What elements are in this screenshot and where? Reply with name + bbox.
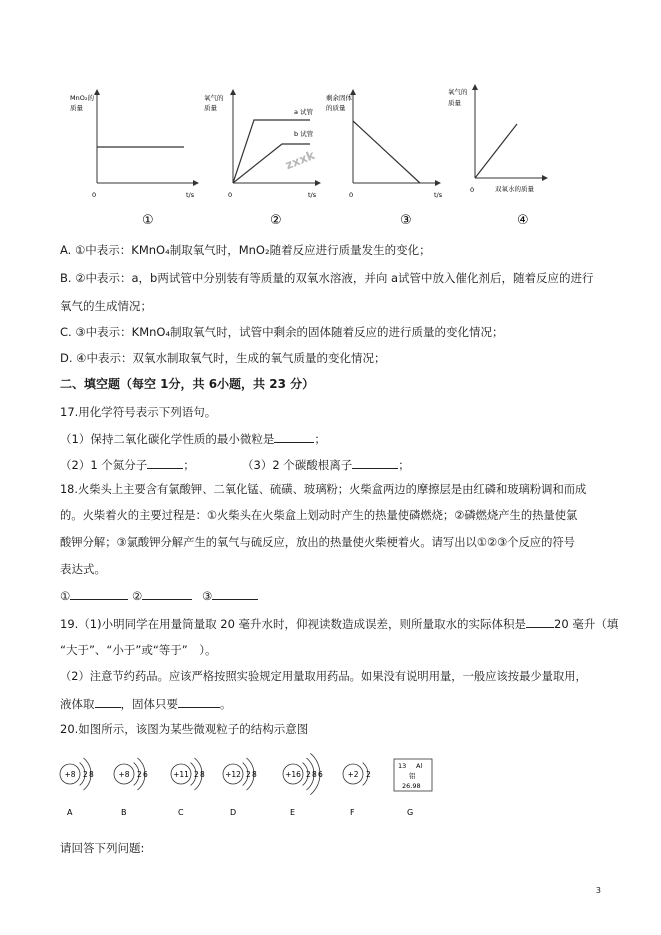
atom-label: F [350, 808, 355, 817]
q19-line3: （2）注意节约药品。应该严格按照实验规定用量取用药品。如果没有说明用量，一般应该按最少量取用， [60, 670, 587, 683]
g1-ylabel-1: MnO₂的 [70, 94, 94, 102]
element-card [394, 759, 432, 817]
q17-part2-text: （2）1 个氮分子 [60, 458, 148, 472]
option-a: A. ①中表示：KMnO₄制取氧气时，MnO₂随着反应进行质量发生的变化； [60, 243, 431, 257]
q17-semi2: ； [183, 458, 195, 472]
option-c: C. ③中表示：KMnO₄制取氧气时，试管中剩余的固体随着反应的进行质量的变化情况； [60, 325, 504, 339]
option-d: D. ④中表示：双氧水制取氧气时，生成的氧气质量的变化情况； [60, 351, 386, 365]
element-name: 铝 [409, 772, 416, 780]
q17-blank2[interactable] [147, 456, 183, 469]
question-prompt: 请回答下列问题: [60, 841, 145, 855]
atom-5 [283, 753, 323, 817]
q19-blank3[interactable] [178, 695, 220, 708]
g4-xlabel: 双氧水的质量 [495, 185, 534, 193]
q18-mark3: ③ [201, 589, 213, 603]
atom-label: C [178, 808, 184, 817]
g1-ylabel-2: 质量 [70, 104, 83, 112]
q17-blank3[interactable] [352, 456, 398, 469]
q19-blank1[interactable] [526, 615, 554, 628]
g2-ylabel-1: 氧气的 [204, 94, 224, 102]
atom-nucleus-charge: +8 [118, 770, 130, 779]
g3-number: ③ [400, 213, 412, 228]
electron-count: 8 [252, 770, 257, 779]
q19-l1a: 19.（1)小明同学在用量筒量取 [60, 617, 217, 631]
g4-ylabel-2: 质量 [448, 99, 461, 107]
atom-nucleus-charge: +2 [347, 770, 359, 779]
g3-origin: 0 [349, 191, 354, 199]
graph-3 [326, 92, 443, 228]
q20-stem: 20.如图所示，该图为某些微观粒子的结构示意图 [60, 722, 309, 736]
electron-count: 2 [366, 770, 371, 779]
atom-nucleus-charge: +16 [285, 770, 301, 779]
g1-origin: 0 [92, 191, 97, 199]
q19-line1 [60, 615, 618, 632]
atom-label: B [121, 808, 127, 817]
g2-xlabel: t/s [308, 191, 317, 199]
q18-line4: 表达式。 [60, 562, 106, 576]
g2-ylabel-2: 质量 [204, 104, 217, 112]
atom-nucleus-charge: +12 [225, 770, 241, 779]
atom-4 [223, 758, 257, 817]
electron-count: 2 [83, 770, 88, 779]
q19-line4 [60, 695, 232, 712]
atom-nucleus-charge: +11 [173, 770, 189, 779]
element-mass: 26.98 [402, 782, 421, 790]
g3-ylabel-1: 剩余固体 [326, 94, 352, 102]
q19-l4c: 。 [220, 697, 232, 711]
atom-diagrams [0, 752, 661, 832]
g4-ylabel-1: 氧气的 [448, 88, 468, 96]
electron-count: 8 [200, 770, 205, 779]
electron-count: 2 [306, 770, 311, 779]
q18-blank1[interactable] [70, 587, 128, 600]
g3-ylabel-2: 的质量 [326, 104, 346, 112]
page-number: 3 [595, 886, 601, 895]
atom-1 [60, 758, 94, 817]
q18-mark1: ① [60, 589, 71, 603]
q18-line2: 的。火柴着火的主要过程是：①火柴头在火柴盒上划动时产生的热量使磷燃烧；②磷燃烧产生的热量使氯 [60, 509, 578, 522]
g2-label-a: a 试管 [294, 108, 314, 116]
q18-blank3[interactable] [212, 587, 258, 600]
atom-label: A [67, 808, 73, 817]
g4-origin: 0 [470, 186, 475, 194]
q17-part1 [60, 430, 326, 447]
electron-count: 2 [194, 770, 199, 779]
element-card-label: G [407, 808, 414, 817]
q18-line3: 酸钾分解；③氯酸钾分解产生的氧气与硫反应，放出的热量使火柴梗着火。请写出以①②③个反应的符号 [60, 536, 575, 549]
g4-number: ④ [517, 213, 529, 228]
q17-semi3: ； [398, 458, 410, 472]
electron-count: 2 [137, 770, 142, 779]
g2-number: ② [270, 213, 282, 228]
g1-number: ① [142, 213, 154, 228]
element-number: 13 [398, 762, 407, 770]
g2-origin: 0 [228, 191, 233, 199]
g1-xlabel: t/s [186, 191, 195, 199]
atom-nucleus-charge: +8 [64, 770, 76, 779]
q18-blank2[interactable] [142, 587, 192, 600]
atom-6 [343, 763, 371, 817]
q19-l1d: 20 毫升（填 [554, 617, 619, 631]
q18-answers [60, 587, 258, 604]
q17-blank1[interactable] [274, 430, 314, 443]
graph-4 [448, 87, 545, 228]
q18-line1: 18.火柴头上主要含有氯酸钾、二氧化锰、硫磺、玻璃粉；火柴盒两边的摩擦层是由红磷和玻璃粉调和而成 [60, 483, 587, 496]
atom-3 [171, 758, 205, 817]
electron-count: 2 [246, 770, 251, 779]
q17-stem: 17.用化学符号表示下列语句。 [60, 405, 217, 419]
electron-count: 6 [143, 770, 148, 779]
q19-l1b: 20 [220, 617, 235, 631]
option-b-line1: B. ②中表示：a，b两试管中分别装有等质量的双氧水溶液，并向 a试管中放入催化剂后，随着反应的进行 [60, 271, 594, 285]
g3-xlabel: t/s [434, 191, 443, 199]
graphs-figure [0, 78, 661, 228]
electron-count: 6 [318, 770, 323, 779]
option-b-line2: 氧气的生成情况； [60, 299, 152, 313]
atom-2 [114, 758, 148, 817]
section-title: 二、填空题（每空 1分，共 6小题，共 23 分） [60, 377, 315, 391]
watermark: zxxk [283, 147, 317, 173]
electron-count: 8 [89, 770, 94, 779]
element-symbol: Al [416, 762, 423, 770]
electron-count: 8 [312, 770, 317, 779]
q17-part1-text: （1）保持二氧化碳化学性质的最小微粒是 [60, 432, 275, 446]
g2-label-b: b 试管 [294, 130, 314, 138]
graph-1 [70, 92, 196, 228]
q19-blank2[interactable] [95, 695, 121, 708]
q19-l4b: ，固体只要 [120, 697, 178, 711]
q17-semi1: ； [314, 432, 326, 446]
q17-part3 [242, 456, 410, 473]
q19-line2: “大于”、“小于”或“等于” ）。 [60, 643, 217, 657]
q19-l1c: 毫升水时，仰视读数造成误差，则所量取水的实际体积是 [238, 617, 527, 631]
q17-part2 [60, 456, 195, 473]
q17-part3-text: （3）2 个碳酸根离子 [242, 458, 353, 472]
atom-label: D [230, 808, 237, 817]
q18-mark2: ② [131, 589, 143, 603]
atom-label: E [290, 808, 296, 817]
graph-2 [204, 92, 318, 228]
q19-l4a: 液体取 [60, 697, 95, 711]
